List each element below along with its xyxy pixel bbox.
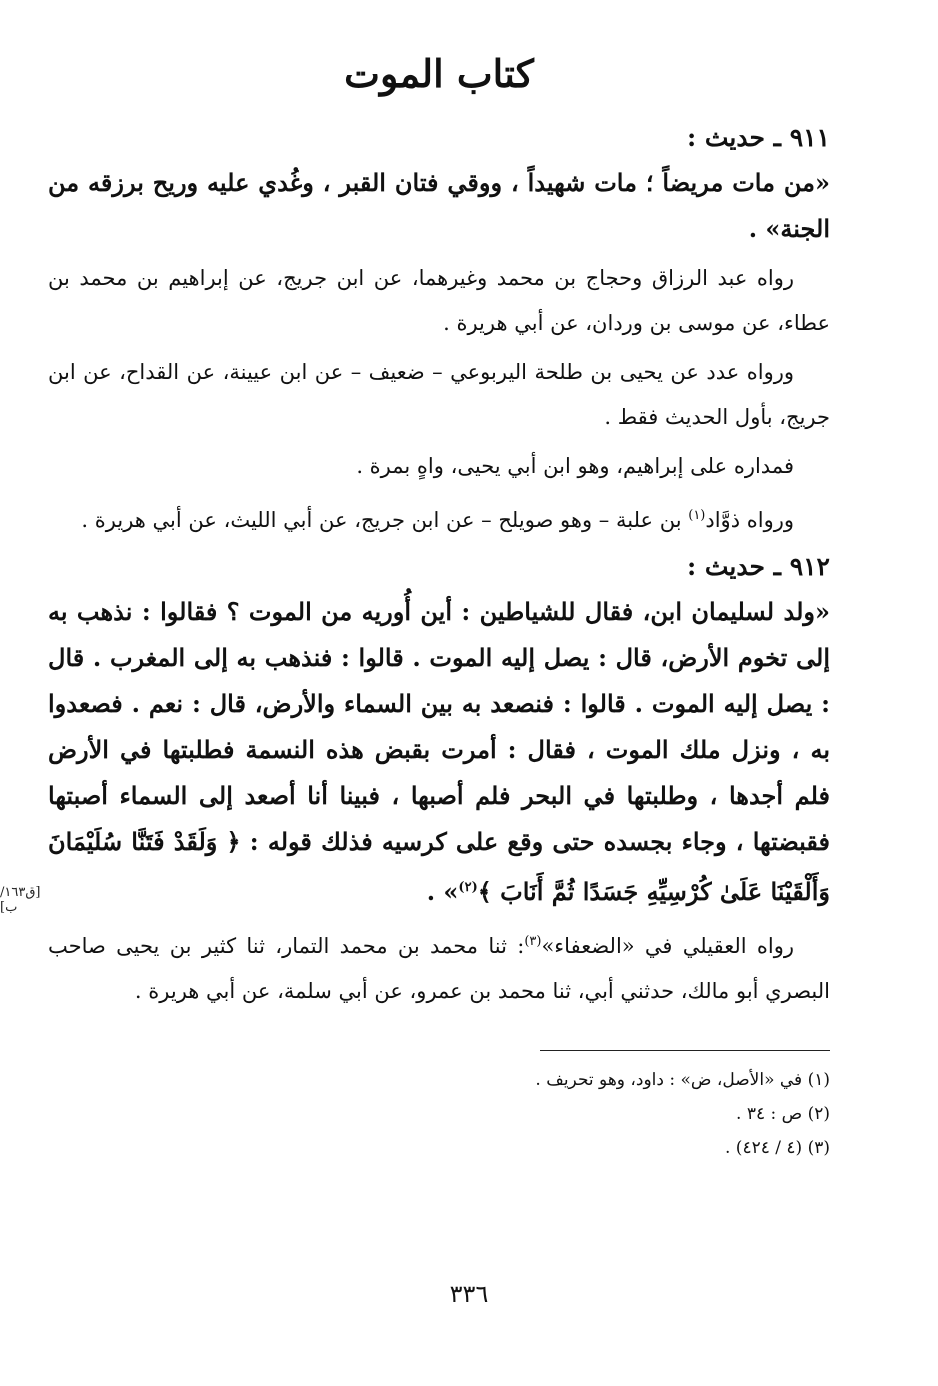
- hadith-912-heading: ٩١٢ ـ حديث :: [686, 552, 830, 581]
- hadith-912-paragraph-1: [48, 919, 830, 1014]
- hadith-911-paragraph-1: رواه عبد الرزاق وحجاج بن محمد وغيرهما، عن ابن جريج، عن إبراهيم بن محمد بن عطاء، عن موسى بن وردان، عن أبي هريرة .: [48, 266, 830, 335]
- hadith-912-p1-text-a: رواه العقيلي في «الضعفاء»: [541, 934, 794, 958]
- hadith-911-heading: ٩١١ ـ حديث :: [686, 123, 830, 152]
- book-page: [0, 40, 831, 1360]
- hadith-911-paragraph-3: فمداره على إبراهيم، وهو ابن أبي يحيى، واهٍ بمرة .: [356, 454, 794, 478]
- hadith-911-paragraph-2: ورواه عدد عن يحيى بن طلحة اليربوعي – ضعيف – عن ابن عيينة، عن القداح، عن ابن جريج، بأول الحديث فقط .: [48, 360, 830, 429]
- hadith-911-p4-text-a: ورواه ذوَّاد: [705, 508, 794, 532]
- footnote-3: (٣) (٤ / ٤٢٤) .: [725, 1138, 830, 1158]
- hadith-911-paragraph-4: [48, 493, 830, 543]
- hadith-912-matn-end: » .: [426, 877, 459, 906]
- footnote-ref-2[interactable]: (٢): [458, 880, 478, 895]
- footnote-ref-3[interactable]: (٣): [524, 934, 542, 949]
- hadith-912-p1-text-b: : ثنا محمد بن محمد التمار، ثنا كثير بن يحيى صاحب البصري أبو مالك، حدثني أبي، ثنا محمد بن عمرو، عن أبي سلمة، عن أبي هريرة .: [48, 934, 830, 1003]
- hadith-912-matn: [48, 589, 830, 915]
- footnote-2: (٢) ص : ٣٤ .: [736, 1104, 830, 1124]
- footnote-ref-1[interactable]: (١): [688, 508, 706, 523]
- manuscript-folio-marker: [ق١٦٣/ب]: [0, 885, 41, 915]
- hadith-912-matn-text: «ولد لسليمان ابن، فقال للشياطين : أين أُوريه من الموت ؟ فقالوا : نذهب به إلى تخوم الأرض، قال : يصل إليه الموت . قالوا : فنذهب به إلى المغرب . قال : يصل إليه الموت . قالوا : فنصعد به بين السماء والأرض، قال : نعم . فصعدوا به ، ونزل ملك الموت ، فقال : أمرت بقبض هذه النسمة فطلبتها في الأرض فلم أجدها ، وطلبتها في البحر فلم أصبها ، فبينا أنا أصعد إلى السماء أصبتها فقبضتها ، وجاء بجسده حتى وقع على كرسيه فذلك قوله : ﴿ وَلَقَدْ فَتَنَّا سُلَيْمَانَ وَأَلْقَيْنَا عَلَىٰ كُرْسِيِّهِ جَسَدًا ثُمَّ أَنَابَ ﴾: [48, 597, 831, 906]
- footnote-divider: [540, 1050, 830, 1051]
- footnote-1: (١) في «الأصل، ض» : داود، وهو تحريف .: [535, 1070, 830, 1090]
- page-title: كتاب الموت: [344, 51, 534, 96]
- hadith-911-p4-text-b: بن علبة – وهو صويلح – عن ابن جريج، عن أبي الليث، عن أبي هريرة .: [81, 508, 689, 532]
- page-number: ٣٣٦: [449, 1280, 489, 1308]
- hadith-911-matn: «من مات مريضاً ؛ مات شهيداً ، ووقي فتان القبر ، وغُدي عليه وريح برزقه من الجنة» .: [48, 168, 830, 243]
